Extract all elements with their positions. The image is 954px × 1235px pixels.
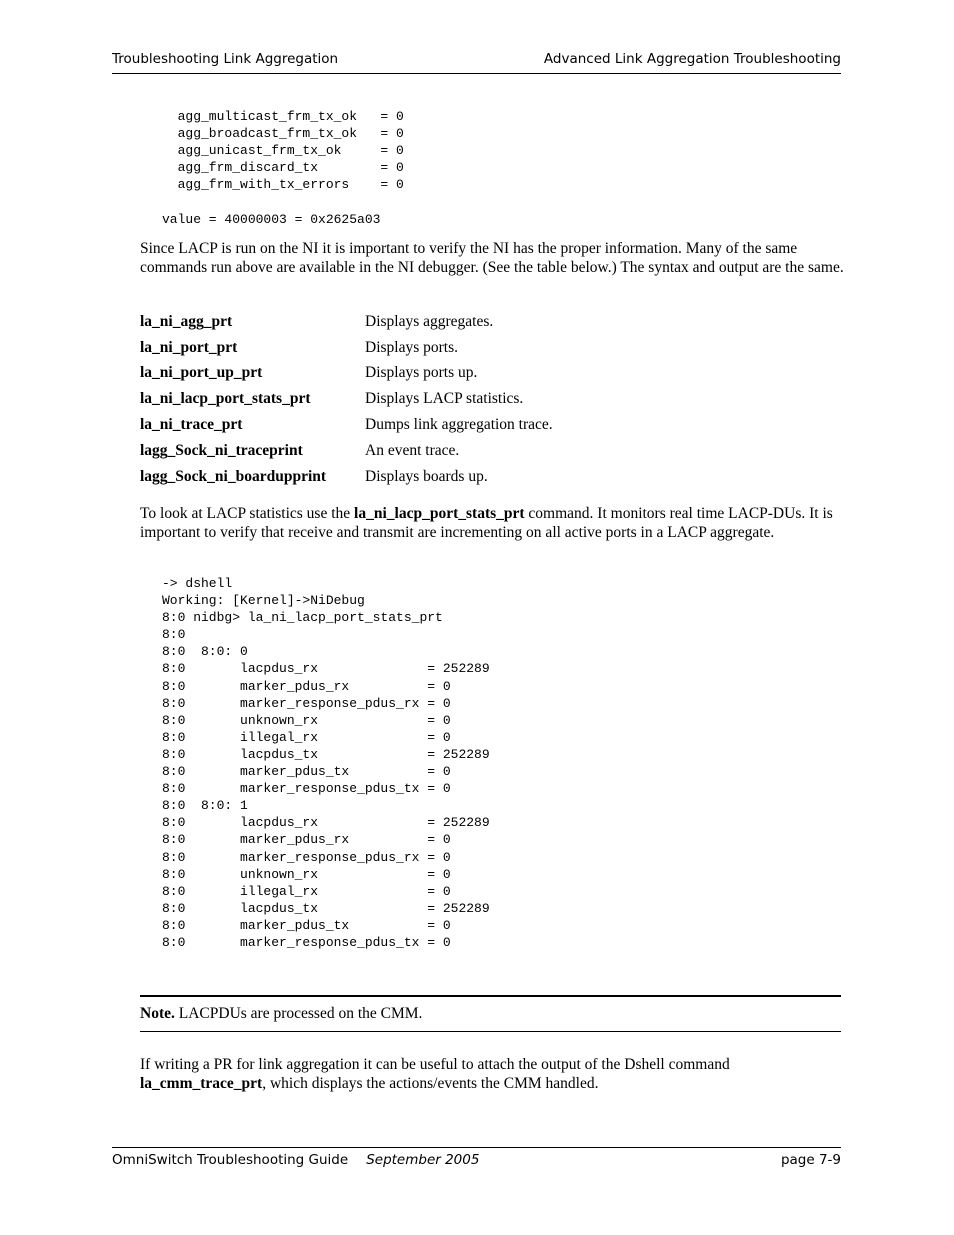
header-chapter-title: Troubleshooting Link Aggregation bbox=[112, 51, 339, 67]
paragraph-text: , which displays the actions/events the CMM handled. bbox=[262, 1074, 599, 1092]
command-name: la_ni_port_prt bbox=[140, 338, 238, 356]
command-row bbox=[140, 361, 553, 387]
command-description: Displays ports up. bbox=[365, 364, 478, 382]
command-name: lagg_Sock_ni_boardupprint bbox=[140, 468, 327, 486]
command-description: Displays LACP statistics. bbox=[365, 390, 524, 408]
command-name: la_ni_agg_prt bbox=[140, 312, 233, 330]
command-name: la_ni_lacp_port_stats_prt bbox=[140, 390, 311, 408]
paragraph-text: command. It monitors real time LACP-DUs. It is important to verify that receive and transmit are incrementing on all active ports in a LACP aggregate. bbox=[140, 505, 833, 541]
footer-left bbox=[112, 1152, 479, 1168]
note-box bbox=[140, 995, 841, 1032]
page-footer bbox=[112, 1147, 841, 1172]
command-description: Displays aggregates. bbox=[365, 312, 494, 330]
note-body: LACPDUs are processed on the CMM. bbox=[174, 1005, 423, 1022]
note-text bbox=[140, 1005, 422, 1024]
command-description: Displays boards up. bbox=[365, 468, 488, 486]
paragraph-text: To look at LACP statistics use the bbox=[140, 505, 355, 522]
command-name: la_ni_trace_prt bbox=[140, 416, 243, 434]
command-row bbox=[140, 413, 553, 439]
paragraph-lacp-intro: Since LACP is run on the NI it is important to verify the NI has the proper information. Many of the same commands run above are available in the NI debugger. (See the table below.) The syntax and output are the same. bbox=[140, 240, 844, 276]
command-description: Dumps link aggregation trace. bbox=[365, 416, 553, 434]
paragraph-lacp-stats bbox=[140, 505, 845, 542]
command-row bbox=[140, 335, 553, 361]
command-description: An event trace. bbox=[365, 442, 460, 460]
code-block-dshell-output: -> dshell Working: [Kernel]->NiDebug 8:0 nidbg> la_ni_lacp_port_stats_prt 8:0 8:0 8:0: 0 8:0 lacpdus_rx = 252289 8:0 marker_pdus_rx = 0 8:0 marker_response_pdus_rx = 0 8:0 unknown_rx = 0 8:0 illegal_rx = 0 8:0 lacpdus_tx = 252289 8:0 marker_pdus_tx = 0 8:0 marker_response_pdus_tx = 0 8:0 8:0: 1 8:0 lacpdus_rx = 252289 8:0 marker_pdus_rx = 0 8:0 marker_response_pdus_rx = 0 8:0 unknown_rx = 0 8:0 illegal_rx = 0 8:0 lacpdus_tx = 252289 8:0 marker_pdus_tx = 0 8:0 marker_response_pdus_tx = 0 bbox=[162, 576, 490, 950]
footer-date: September 2005 bbox=[366, 1152, 480, 1168]
command-table bbox=[140, 309, 553, 490]
note-label: Note. bbox=[140, 1005, 175, 1022]
command-row bbox=[140, 309, 553, 335]
paragraph-text: If writing a PR for link aggregation it can be useful to attach the output of the Dshell command bbox=[140, 1056, 730, 1073]
footer-page-number: page 7-9 bbox=[780, 1152, 841, 1168]
page-header bbox=[112, 51, 841, 74]
command-name: la_ni_lacp_port_stats_prt bbox=[354, 505, 525, 522]
code-block-agg-stats: agg_multicast_frm_tx_ok = 0 agg_broadcast_frm_tx_ok = 0 agg_unicast_frm_tx_ok = 0 agg_frm_discard_tx = 0 agg_frm_with_tx_errors = 0 value = 40000003 = 0x2625a03 bbox=[162, 109, 404, 227]
command-name: lagg_Sock_ni_traceprint bbox=[140, 442, 303, 460]
header-section-title: Advanced Link Aggregation Troubleshooting bbox=[543, 51, 841, 67]
paragraph-pr-advice bbox=[140, 1056, 845, 1093]
command-row bbox=[140, 438, 553, 464]
command-name: la_cmm_trace_prt bbox=[140, 1074, 263, 1092]
footer-guide-title: OmniSwitch Troubleshooting Guide bbox=[112, 1152, 349, 1168]
command-name: la_ni_port_up_prt bbox=[140, 364, 263, 382]
command-description: Displays ports. bbox=[365, 338, 458, 356]
command-row bbox=[140, 464, 553, 490]
command-row bbox=[140, 387, 553, 413]
